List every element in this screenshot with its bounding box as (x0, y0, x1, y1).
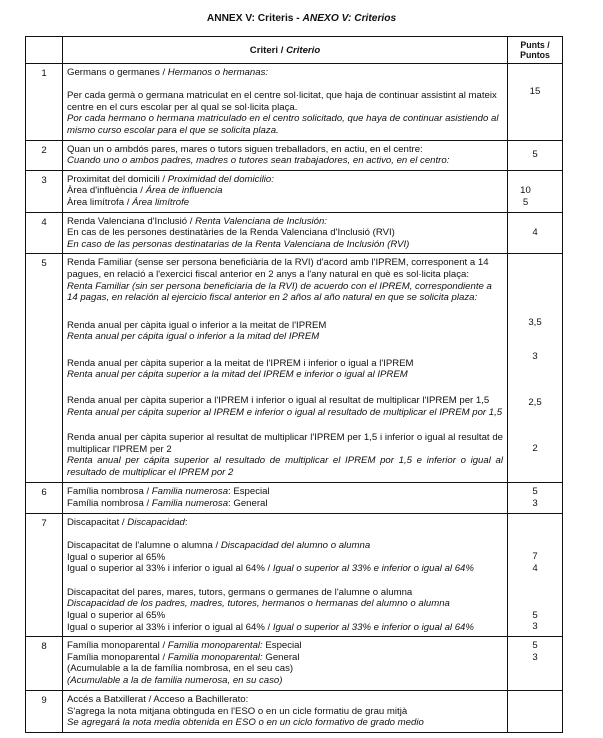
item-es: Renta anual per cápita igual o inferior a la mitad del IPREM (67, 331, 320, 343)
table-header-row (26, 37, 563, 64)
item-ca: Renda anual per càpita igual o inferior a la meitat de l'IPREM (67, 319, 327, 331)
group-title-es: Discapacidad de los padres, madres, tutores, hermanos o hermanas del alumno o alumna (67, 598, 450, 610)
row-criterion (63, 170, 508, 212)
row-criterion (63, 691, 508, 733)
item-ca: Àrea d'influència / (67, 185, 146, 197)
item-es: Igual o superior al 33% e inferior o igual al 64% (272, 621, 474, 633)
header-number (26, 37, 63, 64)
item-es: Renta anual per cápita superior al resultado de multiplicar el IPREM por 1,5 e inferior o igual al resultado de multiplicar el IPREM por 2 (67, 455, 503, 479)
row-number: 6 (26, 483, 63, 513)
item (67, 622, 503, 634)
header-punts-line1: Punts / (520, 40, 550, 50)
row-heading: Accés a Batxillerat / Acceso a Bachillerato: (67, 694, 249, 706)
item-es: Renta anual per cápita superior al IPREM e inferior o igual al resultado de multiplicar el IPREM por 1,5 (67, 406, 503, 418)
points-value: 2,5 (528, 397, 542, 409)
points-value: 5 (522, 196, 529, 208)
intro-es: Renta Familiar (sin ser persona beneficiaria de la RVI) de acuerdo con el IPREM, correspondiente a 14 pagas, en relación al ejercicio fiscal anterior en 2 años al año natural en que se solicita plaza: (67, 280, 492, 304)
table-row (26, 212, 563, 254)
item-es: Área de influencia (145, 185, 223, 197)
text-ca: En cas de les persones destinatàries de la Renda Valenciana d'Inclusió (RVI) (67, 227, 395, 239)
points-value: 2 (532, 443, 538, 455)
row-points (508, 691, 563, 733)
row-criterion (63, 483, 508, 513)
intro-ca: Renda Familiar (sense ser persona beneficiària de la RVI) d'acord amb l'IPREM, corresponent a 14 pagues, en relació a l'exercici fiscal anterior en 2 anys a l'any natural en què es sol·licita plaça: (67, 257, 489, 280)
note-es: (Acumulable a la de familia numerosa, en su caso) (67, 675, 283, 687)
item-ca: Família monoparental / (67, 640, 168, 652)
criteria-table (25, 36, 563, 733)
item-ca: Igual o superior al 65% (67, 610, 166, 622)
item-ca: Igual o superior al 65% (67, 551, 166, 563)
item-suffix: : General (228, 497, 268, 509)
points-value: 3 (532, 620, 538, 632)
row-criterion (63, 637, 508, 691)
item (67, 563, 503, 575)
group-title (67, 540, 503, 552)
points-value: 3,5 (528, 317, 542, 329)
table-row (26, 140, 563, 170)
item-ca: Família monoparental / (67, 651, 168, 663)
header-criteri-es: Criterio (286, 44, 321, 56)
header-criteri (63, 37, 508, 64)
row-number: 3 (26, 170, 63, 212)
item-es: Familia numerosa (151, 497, 229, 509)
row-heading (67, 517, 503, 529)
row-criterion (63, 140, 508, 170)
row-number: 8 (26, 637, 63, 691)
points-value: 4 (532, 227, 538, 239)
item-ca: Renda anual per càpita superior a l'IPREM i inferior o igual al resultat de multiplicar l'IPREM per 1,5 (67, 395, 490, 407)
row-number: 2 (26, 140, 63, 170)
text-es: Por cada hermano o hermana matriculado en el centro solicitado, que haya de continuar asistiendo al mismo curso escolar para el que se solicita plaza. (67, 113, 499, 136)
points-value: 5 (532, 609, 538, 621)
title-spanish: ANEXO V: Criterios (302, 13, 397, 24)
item-ca: Família nombrosa / (67, 497, 152, 509)
header-punts (508, 37, 563, 64)
table-row (26, 254, 563, 483)
points-value: 3 (532, 351, 538, 363)
points-value: 5 (532, 640, 538, 652)
group-title-ca: Discapacitat del pares, mares, tutors, germans o germanes de l'alumne o alumna (67, 586, 413, 598)
points-value: 3 (532, 497, 538, 509)
item-es: Igual o superior al 33% e inferior o igual al 64% (272, 563, 474, 575)
row-number: 4 (26, 212, 63, 254)
row-points (508, 513, 563, 637)
row-points (508, 212, 563, 254)
table-row (26, 170, 563, 212)
heading-es: Discapacidad (127, 516, 185, 528)
item-suffix: General (262, 651, 300, 663)
points-value: 7 (532, 550, 538, 562)
row-number: 5 (26, 254, 63, 483)
table-row (26, 691, 563, 733)
header-punts-line2: Puntos (520, 50, 550, 60)
row-points (508, 64, 563, 141)
title-catalan: ANNEX V: Criteris - (206, 13, 303, 24)
heading-ca: Proximitat del domicili / (67, 173, 168, 185)
table-row (26, 483, 563, 513)
row-number: 7 (26, 513, 63, 637)
item (67, 197, 503, 209)
row-number: 9 (26, 691, 63, 733)
item-es: Familia monoparental: (167, 640, 263, 652)
row-points (508, 140, 563, 170)
document-title (0, 13, 603, 25)
text-es: Cuando uno o ambos padres, madres o tutores sean trabajadores, en activo, en el centro: (67, 155, 450, 167)
row-criterion (63, 254, 508, 483)
item-suffix: : Especial (228, 486, 270, 498)
item (67, 552, 503, 564)
item-es: Familia monoparental: (167, 651, 263, 663)
item-es: Familia numerosa (151, 486, 229, 498)
row-points (508, 254, 563, 483)
row-heading (67, 67, 503, 79)
table-row (26, 637, 563, 691)
item-ca: Renda anual per càpita superior al resultat de multiplicar l'IPREM per 1,5 i inferior o igual al resultat de multiplicar l'IPREM per 2 (67, 432, 503, 455)
heading-es: Hermanos o hermanas: (167, 67, 269, 78)
group-title-ca: Discapacitat de l'alumne o alumna / (67, 540, 221, 552)
table-row (26, 64, 563, 141)
row-number: 1 (26, 64, 63, 141)
item (67, 610, 503, 622)
item-suffix: Especial (262, 640, 302, 652)
row-criterion (63, 513, 508, 637)
row-points (508, 170, 563, 212)
item-es: Renta anual per cápita superior a la mitad del IPREM e inferior o igual al IPREM (67, 369, 408, 381)
points-value: 5 (532, 486, 538, 498)
item-ca: Igual o superior al 33% i inferior o igual al 64% / (67, 563, 273, 575)
note-ca: (Acumulable a la de família nombrosa, en el seu cas) (67, 663, 294, 675)
text-es: En caso de las personas destinatarias de la Renta Valenciana de Inclusión (RVI) (67, 238, 410, 250)
row-heading (67, 216, 503, 228)
points-value: 4 (532, 562, 538, 574)
text-es: Se agregará la nota media obtenida en ESO o en un ciclo formativo de grado medio (67, 717, 424, 729)
table-row (26, 513, 563, 637)
row-points (508, 483, 563, 513)
points-value: 3 (532, 651, 538, 663)
item-ca: Igual o superior al 33% i inferior o igual al 64% / (67, 621, 273, 633)
text-ca: S'agrega la nota mitjana obtinguda en l'ESO o en un cicle formatiu de grau mitjà (67, 705, 408, 717)
heading-ca: Discapacitat / (67, 516, 128, 528)
item-ca: Família nombrosa / (67, 486, 152, 498)
row-points (508, 637, 563, 691)
points-value: 5 (532, 149, 538, 161)
heading-es: Renta Valenciana de Inclusión: (195, 215, 327, 227)
item (67, 185, 503, 197)
heading-es: Proximidad del domicilio: (167, 173, 274, 185)
text-ca: Quan un o ambdós pares, mares o tutors siguen treballadors, en actiu, en el centre: (67, 143, 423, 155)
item-ca: Àrea limítrofa / (67, 196, 133, 208)
header-criteri-ca: Criteri / (249, 44, 287, 56)
points-value: 10 (520, 185, 531, 197)
group-title-es: Discapacidad del alumno o alumna (220, 540, 371, 552)
item-es: Área limítrofe (132, 196, 190, 208)
row-criterion (63, 64, 508, 141)
item (67, 640, 503, 652)
item (67, 498, 503, 510)
points-value: 15 (529, 86, 541, 97)
row-criterion (63, 212, 508, 254)
item (67, 652, 503, 664)
heading-suffix: : (184, 516, 188, 528)
row-heading (67, 174, 503, 186)
text-ca: Per cada germà o germana matriculat en el centre sol·licitat, que haja de continuar assistint al mateix centre en el curs escolar per al qual se sol·licita plaça. (67, 90, 497, 113)
item-ca: Renda anual per càpita superior a la meitat de l'IPREM i inferior o igual a l'IPREM (67, 357, 414, 369)
heading-ca: Renda Valenciana d'Inclusió / (67, 215, 196, 227)
item (67, 486, 503, 498)
heading-ca: Germans o germanes / (67, 67, 168, 78)
